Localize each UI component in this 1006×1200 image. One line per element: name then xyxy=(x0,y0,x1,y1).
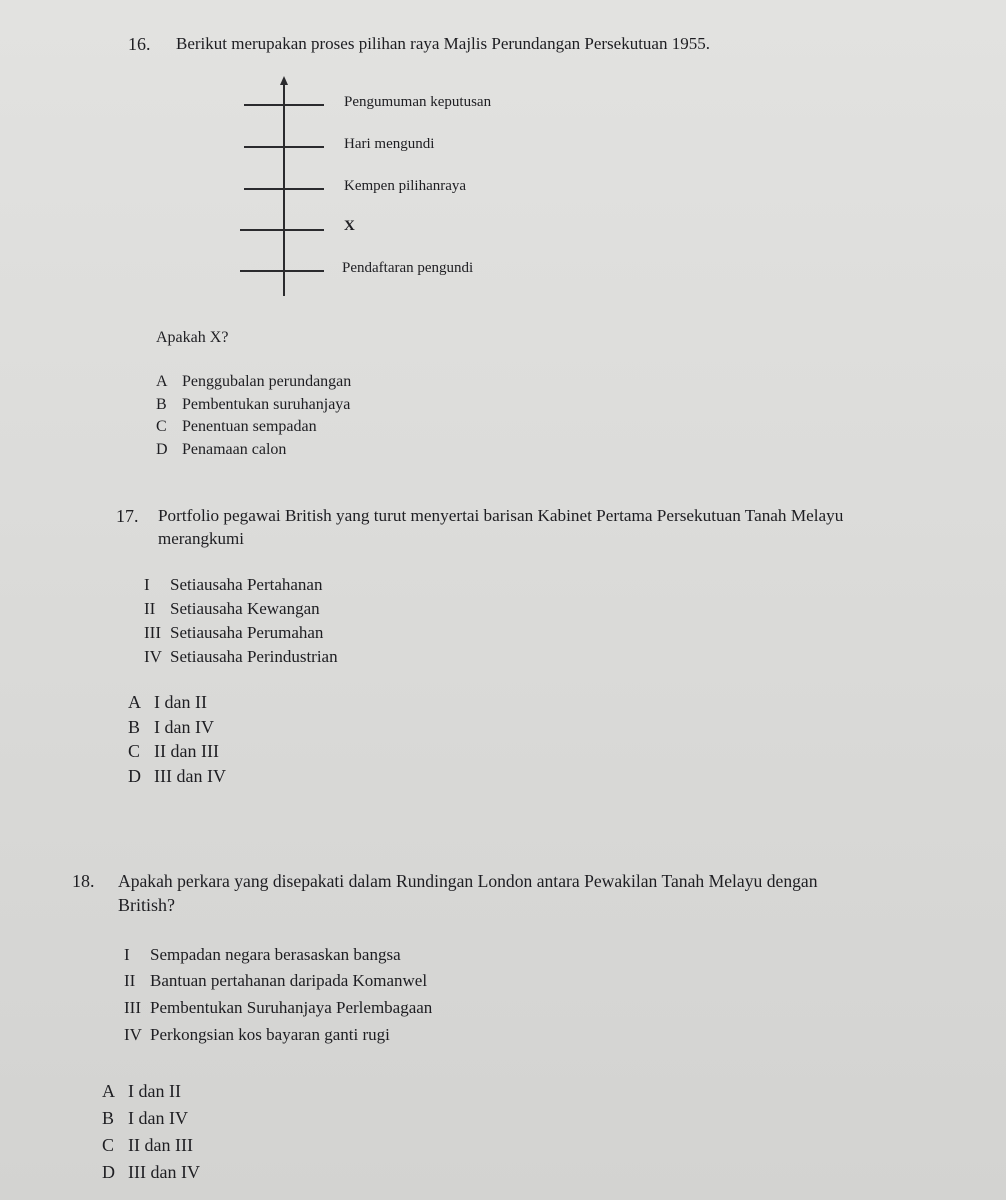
q18-statement-2 xyxy=(124,971,427,991)
q18-option-b[interactable] xyxy=(102,1108,188,1129)
q18-option-a[interactable] xyxy=(102,1081,181,1102)
timeline-tick xyxy=(244,188,324,190)
statement-text: Bantuan pertahanan daripada Komanwel xyxy=(150,971,428,990)
q18-text-line2: British? xyxy=(118,895,175,915)
option-letter: C xyxy=(102,1135,115,1155)
q17-option-c[interactable] xyxy=(128,741,219,762)
q17-option-d[interactable] xyxy=(128,766,226,787)
q17-statement-3 xyxy=(144,623,323,643)
statement-roman: IV xyxy=(144,647,162,666)
option-text: Penentuan sempadan xyxy=(182,418,317,435)
q17-statement-1 xyxy=(144,575,322,595)
statement-roman: I xyxy=(124,945,130,964)
statement-text: Sempadan negara berasaskan bangsa xyxy=(150,945,401,964)
option-text: I dan II xyxy=(128,1081,181,1101)
q17-statement-2 xyxy=(144,599,320,619)
q16-option-c[interactable] xyxy=(156,418,317,436)
option-text: III dan IV xyxy=(128,1162,200,1182)
timeline-label: Kempen pilihanraya xyxy=(344,178,467,194)
q16-text: Berikut merupakan proses pilihan raya Majlis Perundangan Persekutuan 1955. xyxy=(176,34,710,53)
option-letter: C xyxy=(128,741,141,761)
option-letter: D xyxy=(128,766,141,786)
option-text: III dan IV xyxy=(154,766,226,786)
option-letter: B xyxy=(102,1108,115,1128)
q18-option-c[interactable] xyxy=(102,1135,193,1156)
statement-text: Setiausaha Kewangan xyxy=(170,599,320,618)
timeline-label: Hari mengundi xyxy=(344,136,435,152)
q17-text-line2: merangkumi xyxy=(158,529,244,548)
q18-statement-4 xyxy=(124,1025,390,1045)
q16-option-d[interactable] xyxy=(156,441,286,459)
statement-roman: I xyxy=(144,575,150,594)
q18-statement-1 xyxy=(124,945,401,965)
timeline-label-x: X xyxy=(344,218,355,234)
option-letter: A xyxy=(128,692,141,712)
timeline-label: Pengumuman keputusan xyxy=(344,94,492,110)
q16-option-b[interactable] xyxy=(156,396,350,414)
statement-roman: IV xyxy=(124,1025,142,1044)
q17-option-a[interactable] xyxy=(128,692,207,713)
q18-option-d[interactable] xyxy=(102,1162,200,1183)
option-letter: A xyxy=(156,373,168,390)
option-text: Penggubalan perundangan xyxy=(182,373,352,390)
q17-text-line1: Portfolio pegawai British yang turut menyertai barisan Kabinet Pertama Persekutuan Tanah Melayu xyxy=(158,506,844,525)
option-text: II dan III xyxy=(128,1135,193,1155)
timeline-label: Pendaftaran pengundi xyxy=(342,260,474,276)
q16-question: Apakah X? xyxy=(156,329,229,346)
q16-number: 16. xyxy=(128,34,151,54)
option-letter: B xyxy=(156,396,167,413)
timeline-tick xyxy=(244,104,324,106)
q17-statement-4 xyxy=(144,647,338,667)
statement-text: Setiausaha Perindustrian xyxy=(170,647,338,666)
statement-text: Setiausaha Perumahan xyxy=(170,623,324,642)
statement-roman: II xyxy=(124,971,136,990)
option-letter: D xyxy=(102,1162,115,1182)
statement-roman: II xyxy=(144,599,156,618)
q16-option-a[interactable] xyxy=(156,373,351,391)
option-letter: D xyxy=(156,441,168,458)
option-text: Penamaan calon xyxy=(182,441,287,458)
statement-text: Perkongsian kos bayaran ganti rugi xyxy=(150,1025,390,1044)
statement-text: Setiausaha Pertahanan xyxy=(170,575,323,594)
q18-text-line1: Apakah perkara yang disepakati dalam Rundingan London antara Pewakilan Tanah Melayu dengan xyxy=(118,871,818,891)
q17-number: 17. xyxy=(116,506,139,526)
statement-text: Pembentukan Suruhanjaya Perlembagaan xyxy=(150,998,433,1017)
timeline-tick xyxy=(240,270,324,272)
option-text: I dan IV xyxy=(128,1108,188,1128)
q17-option-b[interactable] xyxy=(128,717,214,738)
option-letter: B xyxy=(128,717,141,737)
q18-statement-3 xyxy=(124,998,432,1018)
option-text: I dan II xyxy=(154,692,207,712)
option-letter: A xyxy=(102,1081,115,1101)
statement-roman: III xyxy=(144,623,161,642)
timeline-tick xyxy=(244,146,324,148)
timeline-tick xyxy=(240,229,324,231)
option-text: II dan III xyxy=(154,741,219,761)
option-letter: C xyxy=(156,418,167,435)
statement-roman: III xyxy=(124,998,141,1017)
option-text: I dan IV xyxy=(154,717,214,737)
q18-number: 18. xyxy=(72,871,95,891)
option-text: Pembentukan suruhanjaya xyxy=(182,396,351,413)
